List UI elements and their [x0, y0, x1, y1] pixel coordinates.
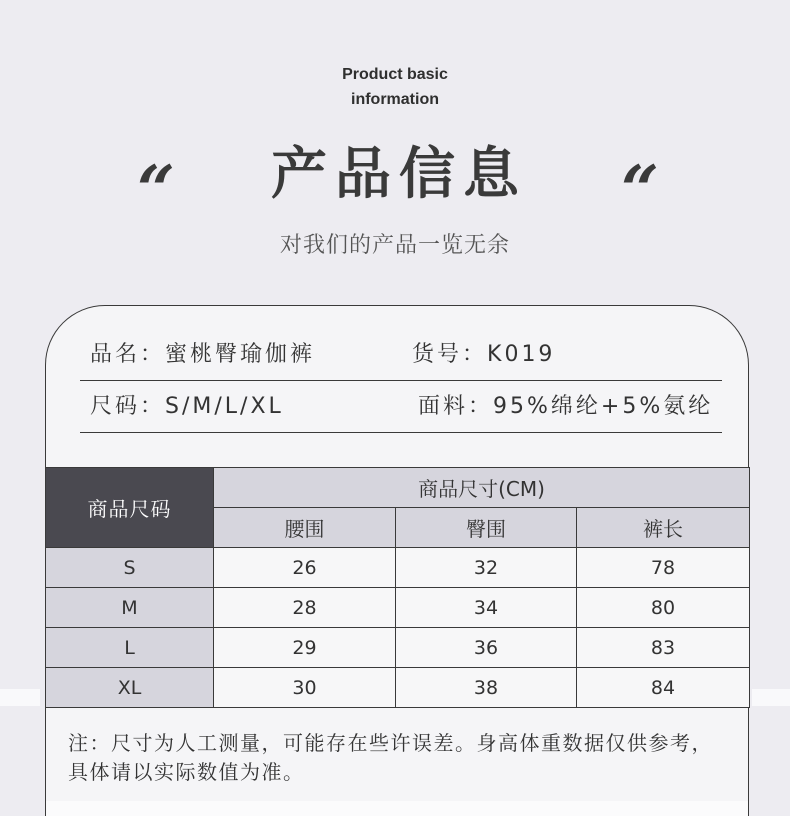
size-chart-table: [45, 467, 750, 708]
size-cell: S: [46, 548, 214, 588]
card-bottom-strip: [46, 801, 748, 816]
length-cell: 80: [577, 588, 750, 628]
size-cell: M: [46, 588, 214, 628]
length-cell: 84: [577, 668, 750, 708]
note-line-1: 注：尺寸为人工测量，可能存在些许误差。身高体重数据仅供参考，: [68, 731, 713, 755]
hip-column-header: 臀围: [396, 508, 577, 548]
product-name-value: 蜜桃臀瑜伽裤: [165, 342, 316, 367]
side-band-right: [752, 689, 790, 706]
hip-cell: 32: [396, 548, 577, 588]
length-cell: 78: [577, 548, 750, 588]
left-quote-mark: “: [137, 151, 175, 229]
table-row: [46, 588, 750, 628]
item-number-field: [412, 340, 555, 370]
table-row: [46, 548, 750, 588]
table-row: [46, 668, 750, 708]
size-cell: L: [46, 628, 214, 668]
hip-cell: 38: [396, 668, 577, 708]
product-name-field: [90, 340, 315, 370]
available-sizes-field: [90, 392, 284, 422]
divider-line: [80, 380, 722, 381]
waist-cell: 28: [214, 588, 396, 628]
waist-cell: 30: [214, 668, 396, 708]
waist-cell: 26: [214, 548, 396, 588]
side-band-left: [0, 689, 40, 706]
size-cell: XL: [46, 668, 214, 708]
divider-line: [80, 432, 722, 433]
page-subtitle: 对我们的产品一览无余: [279, 233, 510, 258]
table-row: [46, 628, 750, 668]
measurement-group-header: 商品尺寸(CM): [214, 468, 750, 508]
fabric-field: [418, 392, 713, 422]
waist-cell: 29: [214, 628, 396, 668]
available-sizes-label: 尺码：: [90, 394, 166, 419]
measurement-note: [68, 729, 713, 787]
fabric-label: 面料：: [418, 394, 494, 419]
size-column-header: 商品尺码: [46, 468, 214, 548]
item-number-value: K019: [487, 342, 556, 367]
length-column-header: 裤长: [577, 508, 750, 548]
available-sizes-value: S/M/L/XL: [165, 394, 284, 419]
english-heading-line-1: Product basic: [342, 66, 448, 83]
right-quote-mark: “: [621, 151, 659, 229]
hip-cell: 36: [396, 628, 577, 668]
fabric-value: 95%绵纶+5%氨纶: [493, 394, 714, 419]
page-title: 产品信息: [271, 142, 527, 207]
length-cell: 83: [577, 628, 750, 668]
waist-column-header: 腰围: [214, 508, 396, 548]
table-header-row: [46, 468, 750, 508]
product-name-label: 品名：: [90, 342, 166, 367]
english-heading-line-2: information: [351, 91, 439, 108]
item-number-label: 货号：: [412, 342, 488, 367]
hip-cell: 34: [396, 588, 577, 628]
product-info-card: [45, 305, 749, 816]
note-line-2: 具体请以实际数值为准。: [68, 760, 305, 784]
